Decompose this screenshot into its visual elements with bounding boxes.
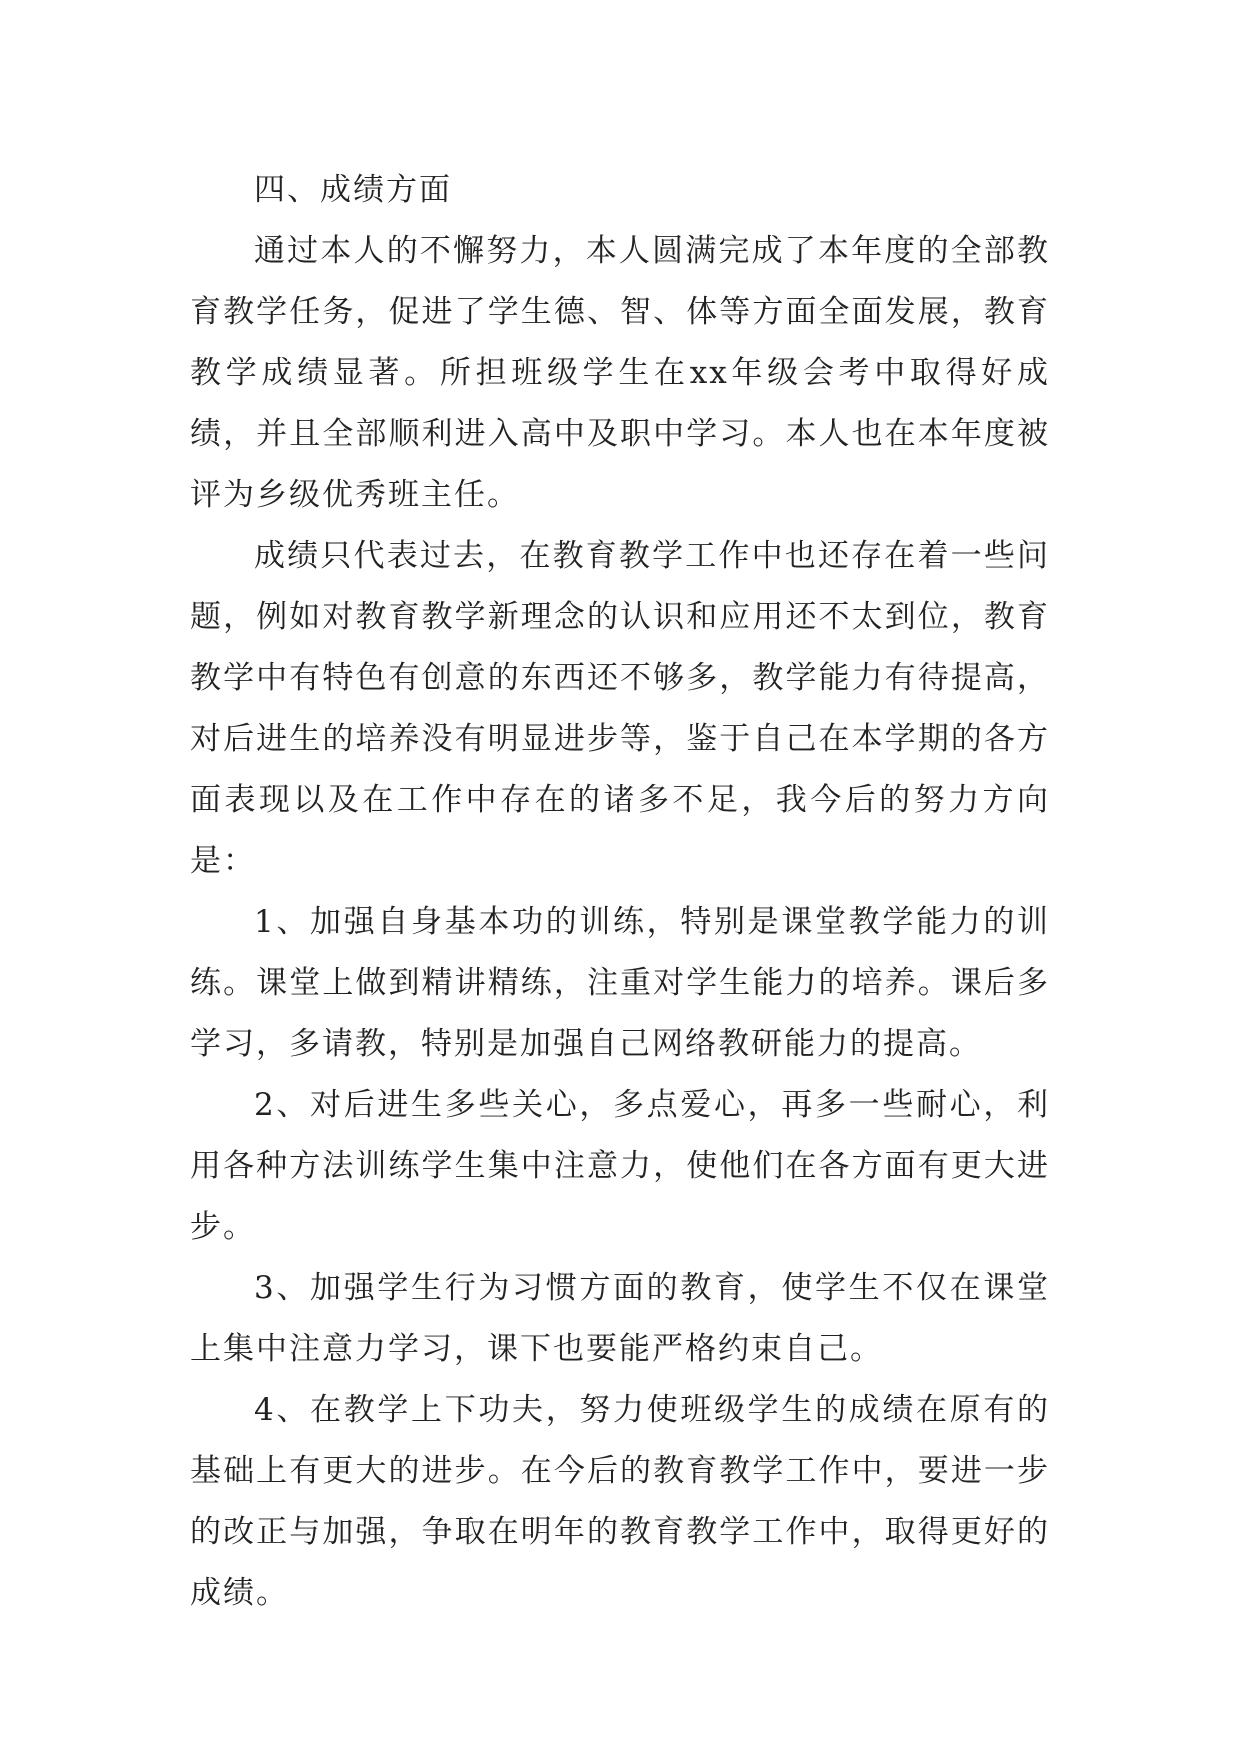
paragraph-item-1: 1、加强自身基本功的训练，特别是课堂教学能力的训练。课堂上做到精讲精练，注重对学生能力的培养。课后多学习，多请教，特别是加强自己网络教研能力的提高。: [190, 904, 1050, 1062]
paragraph-shortcomings: 成绩只代表过去，在教育教学工作中也还存在着一些问题，例如对教育教学新理念的认识和应用还不太到位，教育教学中有特色有创意的东西还不够多，教学能力有待提高，对后进生的培养没有明显进步等，鉴于自己在本学期的各方面表现以及在工作中存在的诸多不足，我今后的努力方向是：: [190, 538, 1050, 879]
paragraph-achievements: 通过本人的不懈努力，本人圆满完成了本年度的全部教育教学任务，促进了学生德、智、体等方面全面发展，教育教学成绩显著。所担班级学生在xx年级会考中取得好成绩，并且全部顺利进入高中及职中学习。本人也在本年度被评为乡级优秀班主任。: [190, 233, 1050, 513]
document-body: [190, 160, 1050, 1624]
paragraph-item-2: 2、对后进生多些关心，多点爱心，再多一些耐心，利用各种方法训练学生集中注意力，使他们在各方面有更大进步。: [190, 1087, 1050, 1245]
section-heading: 四、成绩方面: [254, 172, 452, 208]
paragraph-item-4: 4、在教学上下功夫，努力使班级学生的成绩在原有的基础上有更大的进步。在今后的教育教学工作中，要进一步的改正与加强，争取在明年的教育教学工作中，取得更好的成绩。: [190, 1392, 1050, 1611]
paragraph-item-3: 3、加强学生行为习惯方面的教育，使学生不仅在课堂上集中注意力学习，课下也要能严格约束自己。: [190, 1270, 1050, 1367]
